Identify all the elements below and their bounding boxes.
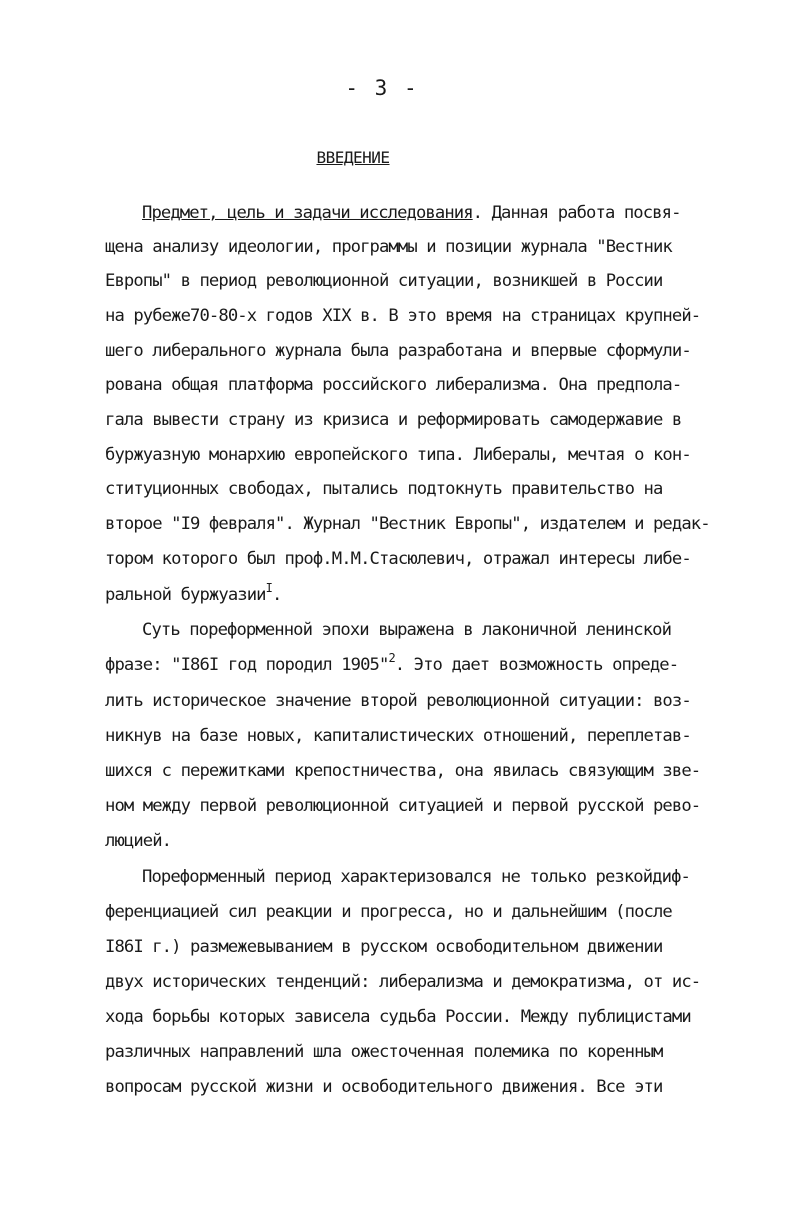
text-line: шихся с пережитками крепостничества, она явилась связующим зве- xyxy=(105,761,701,781)
text-line xyxy=(105,650,678,680)
footnote-ref: 2 xyxy=(388,651,395,665)
line-text: Данная работа посвя- xyxy=(482,203,681,223)
footnote-ref: I xyxy=(265,581,272,595)
text-line: буржуазную монархию европейского типа. Либералы, мечтая о кон- xyxy=(105,445,691,465)
section-heading: ВВЕДЕНИЕ xyxy=(316,148,390,167)
text-line: вопросам русской жизни и освободительного движения. Все эти xyxy=(105,1077,663,1097)
title-period: . xyxy=(472,203,483,223)
line-end: . xyxy=(271,585,282,605)
text-line xyxy=(142,198,681,228)
text-line: ном между первой революционной ситуацией и первой русской рево- xyxy=(105,796,701,816)
line-text: ральной буржуазии xyxy=(105,585,266,605)
text-line: хода борьбы которых зависела судьба России. Между публицистами xyxy=(105,1007,691,1027)
page-number: - 3 - xyxy=(345,76,419,100)
text-line: рована общая платформа российского либерализма. Она предпола- xyxy=(105,375,682,395)
text-line: люцией. xyxy=(105,831,172,851)
text-line: Европы" в период революционной ситуации, возникшей в России xyxy=(105,271,663,291)
text-line: шего либерального журнала была разработана и впервые сформули- xyxy=(105,341,691,361)
text-line: второе "I9 февраля". Журнал "Вестник Европы", издателем и редак- xyxy=(105,514,710,534)
text-line: на рубеже70-80-х годов XIX в. В это время на страницах крупней- xyxy=(105,306,701,326)
paragraph-title: Предмет, цель и задачи исследования xyxy=(142,203,473,223)
text-line: лить историческое значение второй революционной ситуации: воз- xyxy=(105,691,691,711)
text-line xyxy=(105,580,281,610)
line-text: . Это дает возможность опреде- xyxy=(394,655,679,675)
text-line: тором которого был проф.М.М.Стасюлевич, отражал интересы либе- xyxy=(105,549,691,569)
text-line: ституционных свободах, пытались подтокнуть правительство на xyxy=(105,479,663,499)
text-line: различных направлений шла ожесточенная полемика по коренным xyxy=(105,1042,663,1062)
text-line: Пореформенный период характеризовался не только резкойдиф- xyxy=(142,867,690,887)
text-line: Суть пореформенной эпохи выражена в лаконичной ленинской xyxy=(142,620,672,640)
line-text: фразе: "I86I год породил 1905" xyxy=(105,655,389,675)
text-line: I86I г.) размежевыванием в русском освободительном движении xyxy=(105,937,663,957)
text-line: щена анализу идеологии, программы и позиции журнала "Вестник xyxy=(105,237,672,257)
text-line: ференциацией сил реакции и прогресса, но и дальнейшим (после xyxy=(105,902,672,922)
text-line: гала вывести страну из кризиса и реформировать самодержавие в xyxy=(105,410,682,430)
text-line: никнув на базе новых, капиталистических отношений, переплетав- xyxy=(105,726,691,746)
text-line: двух исторических тенденций: либерализма и демократизма, от ис- xyxy=(105,972,701,992)
